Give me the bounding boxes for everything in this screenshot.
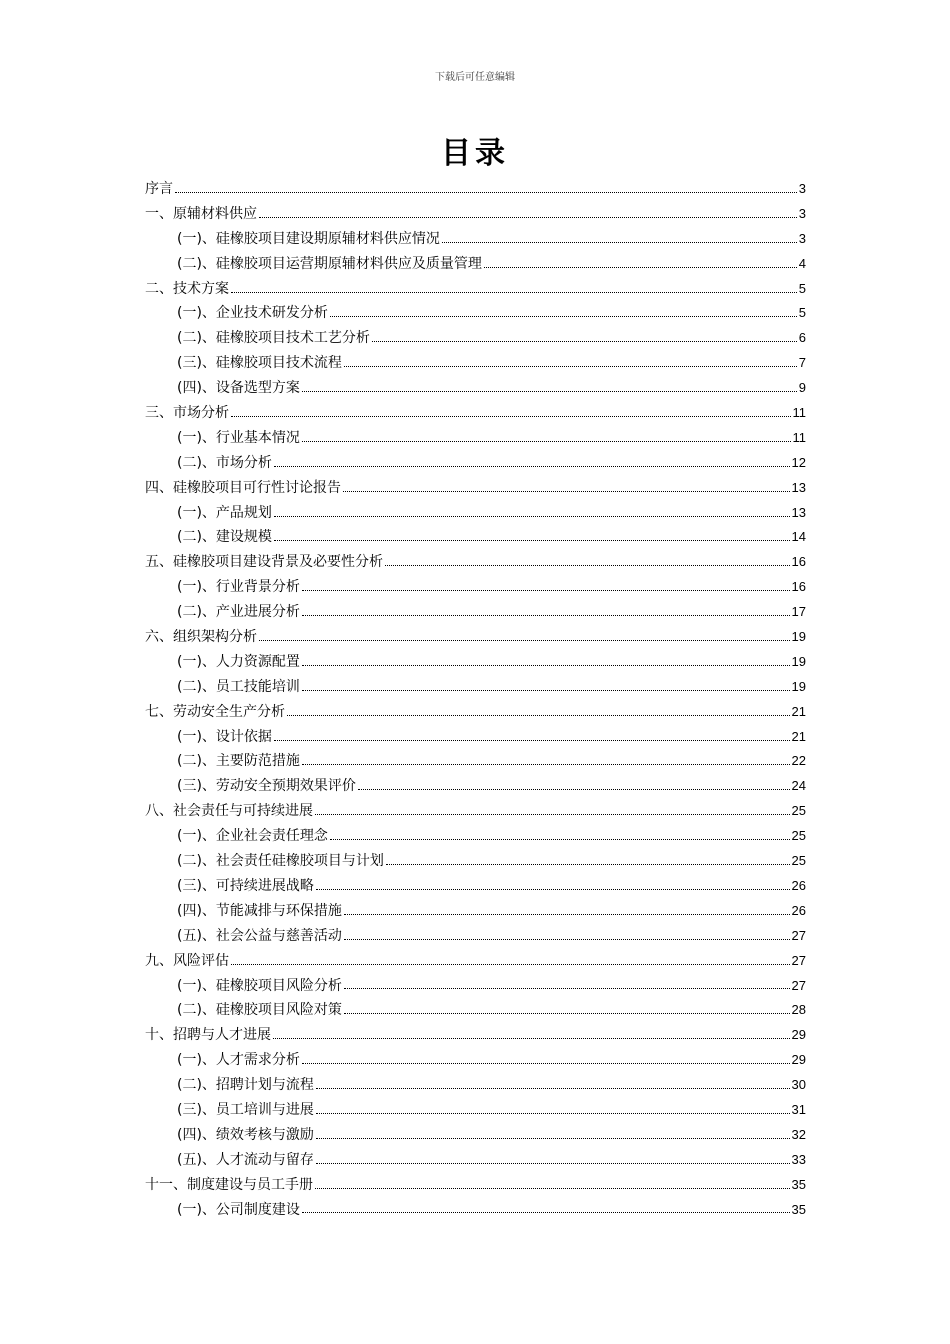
- toc-entry-label: (五)、社会公益与慈善活动: [177, 927, 342, 944]
- toc-entry-label: 五、硅橡胶项目建设背景及必要性分析: [145, 554, 383, 571]
- toc-entry[interactable]: [145, 1048, 806, 1073]
- toc-entry-page-number: 27: [791, 977, 806, 993]
- toc-entry-page-number: 22: [791, 753, 806, 769]
- toc-dot-leader: [302, 590, 790, 591]
- toc-entry-page-number: 29: [791, 1052, 806, 1068]
- toc-entry-label: (三)、硅橡胶项目技术流程: [177, 355, 342, 372]
- toc-entry-label: (一)、公司制度建设: [177, 1201, 300, 1218]
- toc-dot-leader: [316, 889, 790, 890]
- toc-entry[interactable]: [145, 252, 806, 277]
- toc-dot-leader: [302, 764, 790, 765]
- toc-entry-page-number: 13: [791, 504, 806, 520]
- toc-entry-page-number: 27: [791, 952, 806, 968]
- toc-entry[interactable]: [145, 700, 806, 725]
- toc-entry[interactable]: [145, 1173, 806, 1198]
- toc-entry-page-number: 5: [798, 305, 806, 321]
- toc-entry-label: (一)、硅橡胶项目建设期原辅材料供应情况: [177, 230, 440, 247]
- toc-entry-page-number: 3: [798, 230, 806, 246]
- toc-dot-leader: [386, 864, 790, 865]
- toc-entry[interactable]: [145, 301, 806, 326]
- toc-dot-leader: [302, 441, 791, 442]
- toc-entry-page-number: 14: [791, 529, 806, 545]
- header-note: 下载后可任意编辑: [435, 72, 515, 83]
- toc-entry[interactable]: [145, 1098, 806, 1123]
- toc-entry-page-number: 16: [791, 554, 806, 570]
- toc-entry-label: (二)、主要防范措施: [177, 753, 300, 770]
- toc-entry[interactable]: [145, 625, 806, 650]
- toc-entry[interactable]: [145, 749, 806, 774]
- toc-dot-leader: [344, 914, 790, 915]
- toc-entry-page-number: 7: [798, 355, 806, 371]
- toc-entry[interactable]: [145, 525, 806, 550]
- toc-entry[interactable]: [145, 899, 806, 924]
- toc-entry[interactable]: [145, 501, 806, 526]
- toc-entry[interactable]: [145, 924, 806, 949]
- toc-entry-label: (二)、硅橡胶项目运营期原辅材料供应及质量管理: [177, 255, 482, 272]
- toc-title: 目录: [441, 136, 509, 171]
- toc-entry-label: (二)、招聘计划与流程: [177, 1077, 314, 1094]
- toc-entry-page-number: 26: [791, 902, 806, 918]
- toc-entry-label: (一)、人才需求分析: [177, 1052, 300, 1069]
- toc-dot-leader: [344, 988, 790, 989]
- toc-entry-page-number: 17: [791, 604, 806, 620]
- toc-dot-leader: [259, 217, 797, 218]
- toc-entry-label: 二、技术方案: [145, 280, 229, 297]
- toc-entry-page-number: 33: [791, 1151, 806, 1167]
- toc-dot-leader: [385, 565, 790, 566]
- toc-entry-page-number: 11: [792, 429, 806, 445]
- table-of-contents: [145, 177, 806, 1222]
- toc-dot-leader: [273, 1038, 790, 1039]
- toc-dot-leader: [316, 1088, 790, 1089]
- toc-entry-label: (二)、硅橡胶项目技术工艺分析: [177, 330, 370, 347]
- toc-entry-page-number: 3: [798, 205, 806, 221]
- toc-dot-leader: [372, 341, 797, 342]
- toc-entry[interactable]: [145, 326, 806, 351]
- toc-entry-page-number: 30: [791, 1077, 806, 1093]
- toc-dot-leader: [302, 665, 790, 666]
- toc-entry-page-number: 28: [791, 1002, 806, 1018]
- toc-entry-page-number: 26: [791, 877, 806, 893]
- toc-entry[interactable]: [145, 799, 806, 824]
- toc-entry[interactable]: [145, 575, 806, 600]
- toc-dot-leader: [302, 1063, 790, 1064]
- toc-entry-page-number: 24: [791, 778, 806, 794]
- toc-entry[interactable]: [145, 277, 806, 302]
- toc-entry-page-number: 29: [791, 1027, 806, 1043]
- toc-dot-leader: [302, 1212, 790, 1213]
- toc-dot-leader: [484, 267, 797, 268]
- toc-dot-leader: [344, 366, 797, 367]
- toc-entry-label: (一)、设计依据: [177, 728, 272, 745]
- toc-dot-leader: [259, 640, 790, 641]
- toc-entry[interactable]: [145, 351, 806, 376]
- toc-dot-leader: [231, 416, 791, 417]
- toc-entry[interactable]: [145, 1073, 806, 1098]
- toc-dot-leader: [316, 1113, 790, 1114]
- toc-entry-page-number: 35: [791, 1176, 806, 1192]
- toc-entry[interactable]: [145, 426, 806, 451]
- toc-dot-leader: [274, 466, 790, 467]
- toc-entry-label: (四)、节能减排与环保措施: [177, 902, 342, 919]
- toc-entry-label: (二)、产业进展分析: [177, 604, 300, 621]
- toc-entry-page-number: 25: [791, 853, 806, 869]
- toc-entry[interactable]: [145, 401, 806, 426]
- toc-entry[interactable]: [145, 476, 806, 501]
- toc-entry[interactable]: [145, 974, 806, 999]
- toc-entry-label: (二)、市场分析: [177, 454, 272, 471]
- toc-entry[interactable]: [145, 1198, 806, 1223]
- toc-entry-label: (一)、企业社会责任理念: [177, 828, 328, 845]
- toc-entry[interactable]: [145, 600, 806, 625]
- toc-entry-label: (二)、建设规模: [177, 529, 272, 546]
- toc-entry-label: 八、社会责任与可持续进展: [145, 803, 313, 820]
- toc-entry-label: (二)、硅橡胶项目风险对策: [177, 1002, 342, 1019]
- toc-entry-page-number: 9: [798, 380, 806, 396]
- toc-entry-label: 序言: [145, 181, 173, 197]
- toc-entry-label: (一)、企业技术研发分析: [177, 305, 328, 322]
- toc-entry[interactable]: [145, 774, 806, 799]
- toc-dot-leader: [316, 1138, 790, 1139]
- toc-entry-page-number: 6: [798, 330, 806, 346]
- toc-dot-leader: [316, 1163, 790, 1164]
- toc-entry-label: 十、招聘与人才进展: [145, 1027, 271, 1044]
- toc-entry-page-number: 4: [798, 255, 806, 271]
- toc-entry-label: 三、市场分析: [145, 405, 229, 422]
- toc-dot-leader: [330, 839, 790, 840]
- toc-entry-label: (四)、设备选型方案: [177, 380, 300, 397]
- toc-dot-leader: [344, 1013, 790, 1014]
- toc-entry[interactable]: [145, 177, 806, 202]
- toc-entry[interactable]: [145, 202, 806, 227]
- toc-entry-page-number: 19: [791, 678, 806, 694]
- toc-entry-page-number: 27: [791, 927, 806, 943]
- toc-dot-leader: [343, 491, 790, 492]
- toc-dot-leader: [442, 242, 797, 243]
- toc-entry[interactable]: [145, 725, 806, 750]
- toc-entry-label: (一)、硅橡胶项目风险分析: [177, 977, 342, 994]
- toc-entry-page-number: 19: [791, 653, 806, 669]
- toc-entry[interactable]: [145, 675, 806, 700]
- toc-dot-leader: [302, 391, 797, 392]
- toc-entry-label: (二)、社会责任硅橡胶项目与计划: [177, 853, 384, 870]
- toc-entry-page-number: 32: [791, 1126, 806, 1142]
- toc-entry-page-number: 31: [791, 1101, 806, 1117]
- toc-entry-page-number: 19: [791, 629, 806, 645]
- toc-dot-leader: [330, 316, 797, 317]
- toc-entry[interactable]: [145, 550, 806, 575]
- toc-entry-label: (二)、员工技能培训: [177, 678, 300, 695]
- toc-entry-label: (三)、员工培训与进展: [177, 1101, 314, 1118]
- toc-entry-page-number: 21: [791, 728, 806, 744]
- toc-entry[interactable]: [145, 451, 806, 476]
- toc-entry-label: 六、组织架构分析: [145, 629, 257, 646]
- toc-entry[interactable]: [145, 1023, 806, 1048]
- toc-dot-leader: [274, 740, 790, 741]
- toc-dot-leader: [274, 540, 790, 541]
- toc-entry-page-number: 3: [798, 181, 806, 196]
- toc-dot-leader: [344, 939, 790, 940]
- toc-entry-page-number: 13: [791, 479, 806, 495]
- toc-entry[interactable]: [145, 1123, 806, 1148]
- toc-entry[interactable]: [145, 1148, 806, 1173]
- toc-dot-leader: [175, 192, 797, 193]
- toc-dot-leader: [302, 690, 790, 691]
- toc-entry-page-number: 25: [791, 828, 806, 844]
- toc-dot-leader: [231, 964, 790, 965]
- toc-entry-page-number: 21: [791, 703, 806, 719]
- toc-entry[interactable]: [145, 824, 806, 849]
- toc-dot-leader: [358, 789, 790, 790]
- toc-entry-page-number: 12: [791, 454, 806, 470]
- toc-entry-label: 一、原辅材料供应: [145, 205, 257, 222]
- toc-entry-label: 九、风险评估: [145, 952, 229, 969]
- toc-entry-label: (四)、绩效考核与激励: [177, 1126, 314, 1143]
- toc-entry-label: (三)、可持续进展战略: [177, 877, 314, 894]
- toc-entry-page-number: 25: [791, 803, 806, 819]
- toc-entry-label: (三)、劳动安全预期效果评价: [177, 778, 356, 795]
- toc-dot-leader: [315, 814, 790, 815]
- toc-entry-label: (一)、行业背景分析: [177, 579, 300, 596]
- toc-entry-page-number: 5: [798, 280, 806, 296]
- toc-entry-page-number: 16: [791, 579, 806, 595]
- toc-entry-label: 十一、制度建设与员工手册: [145, 1176, 313, 1193]
- toc-entry-label: (一)、行业基本情况: [177, 429, 300, 446]
- toc-dot-leader: [302, 615, 790, 616]
- toc-entry-page-number: 11: [792, 405, 806, 421]
- toc-entry[interactable]: [145, 874, 806, 899]
- toc-entry-label: 七、劳动安全生产分析: [145, 703, 285, 720]
- toc-entry[interactable]: [145, 376, 806, 401]
- toc-entry-label: (一)、人力资源配置: [177, 653, 300, 670]
- toc-entry[interactable]: [145, 650, 806, 675]
- toc-dot-leader: [274, 516, 790, 517]
- toc-entry-label: (一)、产品规划: [177, 504, 272, 521]
- toc-entry[interactable]: [145, 227, 806, 252]
- toc-entry[interactable]: [145, 949, 806, 974]
- toc-dot-leader: [315, 1188, 790, 1189]
- toc-entry-label: (五)、人才流动与留存: [177, 1151, 314, 1168]
- toc-entry-page-number: 35: [791, 1201, 806, 1217]
- toc-dot-leader: [287, 715, 790, 716]
- toc-entry[interactable]: [145, 849, 806, 874]
- toc-dot-leader: [231, 292, 797, 293]
- toc-entry[interactable]: [145, 998, 806, 1023]
- toc-entry-label: 四、硅橡胶项目可行性讨论报告: [145, 479, 341, 496]
